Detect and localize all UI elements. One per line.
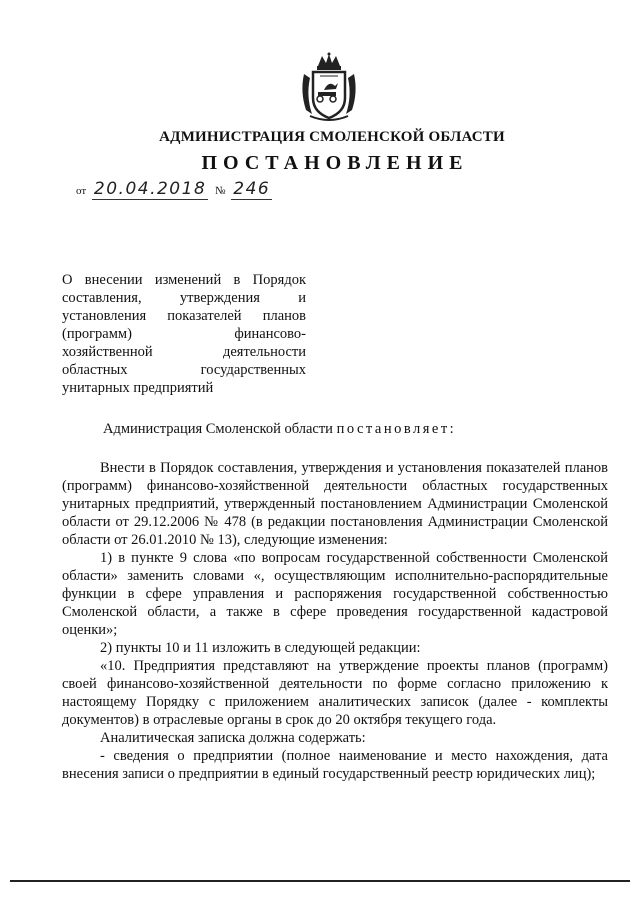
coat-of-arms-emblem: [298, 52, 360, 124]
subject-line: (программ) финансово-: [62, 326, 306, 342]
organization-name: АДМИНИСТРАЦИЯ СМОЛЕНСКОЙ ОБЛАСТИ: [159, 129, 505, 145]
subject-line: составления, утверждения и: [62, 290, 306, 306]
decree-verb: постановляет:: [336, 421, 457, 437]
body-paragraph: - сведения о предприятии (полное наименование и место нахождения, дата внесения записи о предприятии в единый государственный реестр юридических лиц);: [62, 748, 608, 782]
document-dateline: [72, 179, 272, 199]
document-date: 20.04.2018: [93, 179, 207, 199]
page-bottom-rule: [10, 880, 630, 882]
subject-line: унитарных предприятий: [62, 380, 214, 396]
document-type-title: ПОСТАНОВЛЕНИЕ: [201, 152, 469, 174]
decree-statement: [103, 421, 456, 438]
subject-line: установления показателей планов: [62, 308, 306, 324]
body-paragraph: «10. Предприятия представляют на утверждение проекты планов (программ) своей финансово-хозяйственной деятельности по форме согласно приложению к настоящему Порядку с приложением аналитических записок (далее - комплекты документов) в отраслевые органы в срок до 20 октября текущего года.: [62, 658, 608, 728]
document-body: [62, 459, 608, 783]
subject-line: хозяйственной деятельности: [62, 344, 306, 360]
body-paragraph: 2) пункты 10 и 11 изложить в следующей редакции:: [100, 640, 421, 656]
subject-line: областных государственных: [62, 362, 306, 378]
body-paragraph: Аналитическая записка должна содержать:: [100, 730, 366, 746]
decree-lead: Администрация Смоленской области: [103, 421, 333, 437]
subject-line: О внесении изменений в Порядок: [62, 272, 306, 288]
document-number: 246: [233, 179, 271, 199]
document-subject: [62, 271, 306, 397]
body-paragraph: 1) в пункте 9 слова «по вопросам государственной собственности Смоленской области» заменить словами «, осуществляющим исполнительно-распорядительные функции в сфере управления и распоряжения государственной собственностью Смоленской области, а также в сфере проведения государственной кадастровой оценки»;: [62, 550, 608, 638]
date-from-label: от: [76, 185, 87, 197]
document-number-label: №: [215, 185, 226, 197]
body-paragraph: Внести в Порядок составления, утверждения и установления показателей планов (программ) финансово-хозяйственной деятельности областных государственных унитарных предприятий, утвержденный постановлением Администрации Смоленской области от 29.12.2006 № 478 (в редакции постановления Администрации Смоленской области от 26.01.2010 № 13), следующие изменения:: [62, 460, 608, 548]
